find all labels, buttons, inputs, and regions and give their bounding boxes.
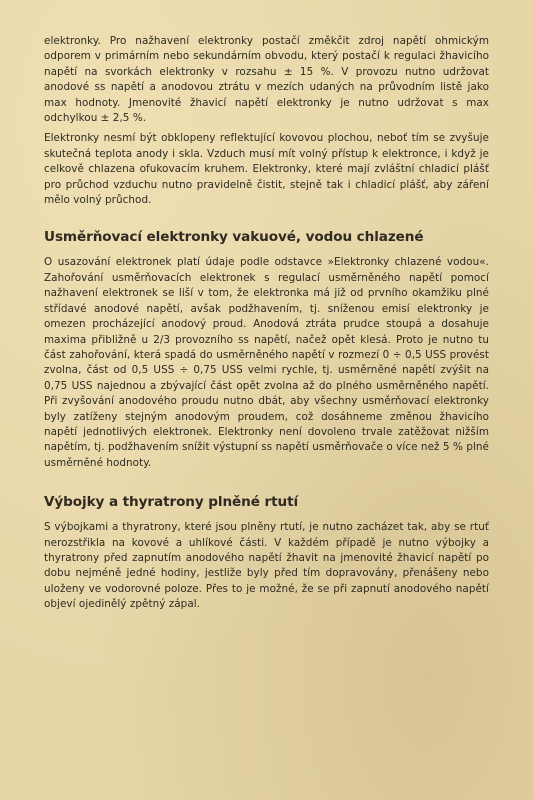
paragraph-cooling: Elektronky nesmí být obklopeny reflektující kovovou plochou, neboť tím se zvyšuje skutečná teplota anody i skla. Vzduch musí mít volný přístup k elektronce, i když je celkově chlazena ofukovacím kruhem. Elektronky, které mají zvláštní chladicí plášť pro průchod vzduchu nutno pravidelně čistit, stejně tak i chladicí plášť, aby záření mělo volný průchod.	[44, 132, 489, 207]
heading-mercury-tubes: Výbojky a thyratrony plněné rtutí	[44, 494, 299, 511]
paragraph-mercury-tubes: S výbojkami a thyratrony, které jsou plněny rtutí, je nutno zacházet tak, aby se rtuť nerozstřikla na kovové a uhlíkové části. V každém případě je nutno výbojky a thyratrony před zapnutím anodového napětí žhavit na jmenovité žhavicí napětí po dobu nejméně jedné hodiny, jestliže byly před tím dopravovány, přenášeny nebo uloženy ve vodorovné poloze. Přes to je možné, že se při zapnutí anodového napětí objeví ojedinělý zpětný zápal.	[44, 521, 489, 611]
paragraph-rectifier-tubes: O usazování elektronek platí údaje podle odstavce »Elektronky chlazené vodou«. Zahořování usměrňovacích elektronek s regulací usměrněného napětí pomocí nažhavení elektronek se liší v tom, že elektronka má již od prvního okamžiku plné střídavé anodové napětí, avšak podžhavením, tj. sníženou emisí elektronky je omezen procházející anodový proud. Anodová ztráta prudce stoupá a dosahuje maxima přibližně u 2/3 provozního ss napětí, načež opět klesá. Proto je nutno tu část zahořování, která spadá do usměrněného napětí v rozmezí 0 ÷ 0,5 USS provést zvolna, část od 0,5 USS ÷ 0,75 USS velmi rychle, tj. usměrněné napětí zvýšit na 0,75 USS najednou a zbývající část opět zvolna až do plného usměrněného napětí. Při zvyšování anodového proudu nutno dbát, aby všechny usměrňovací elektronky byly zatíženy stejným anodovým proudem, což dosáhneme změnou žhavicího napětí jednotlivých elektronek. Elektronky není dovoleno trvale zatěžovat nižším napětím, tj. podžhavením snížit výstupní ss napětí usměrňovače o více než 5 % plné usměrněné hodnoty.	[44, 256, 489, 469]
paragraph-heating: elektronky. Pro nažhavení elektronky postačí změkčit zdroj napětí ohmickým odporem v primárním nebo sekundárním obvodu, který postačí k regulaci žhavicího napětí na svorkách elektronky v rozsahu ± 15 %. V provozu nutno udržovat anodové ss napětí a anodovou ztrátu v mezích udaných na průvodním listě jako max hodnoty. Jmenovité žhavicí napětí elektronky je nutno udržovat s max odchylkou ± 2,5 %.	[44, 35, 489, 125]
heading-rectifier-tubes: Usměrňovací elektronky vakuové, vodou chlazené	[44, 229, 424, 246]
